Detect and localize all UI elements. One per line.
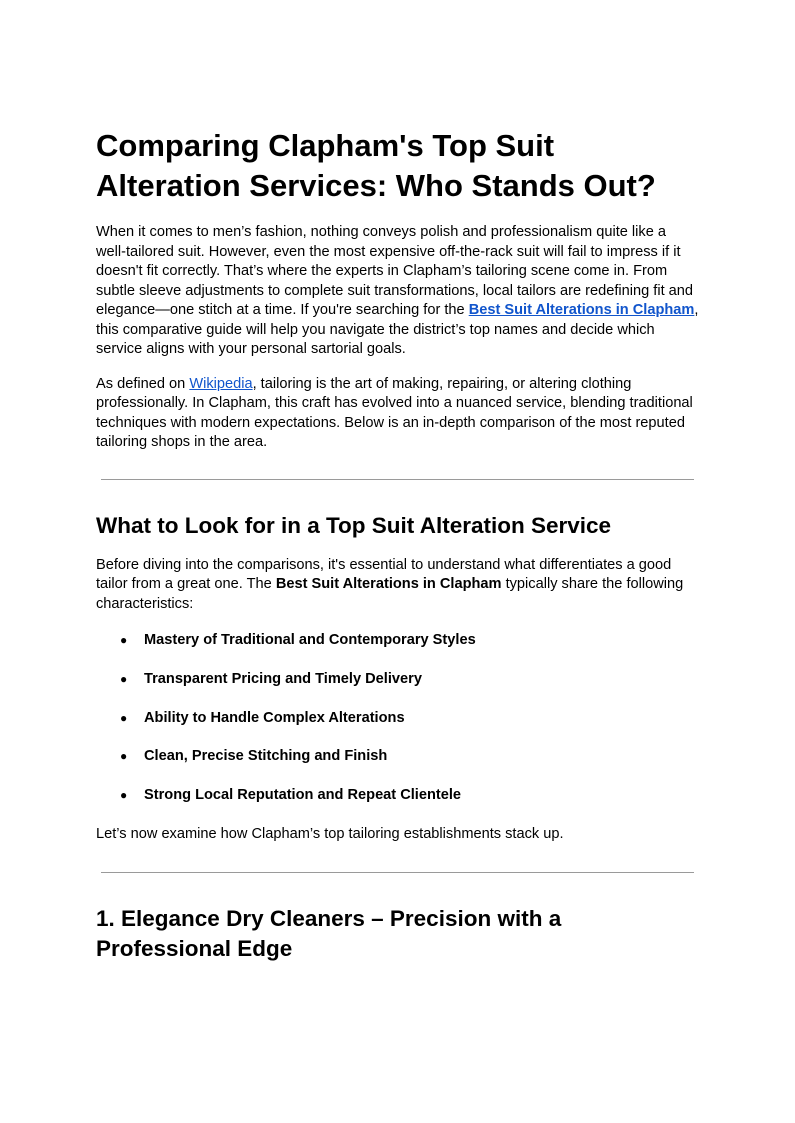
criteria-intro-end: typically share the following characteristics:	[96, 576, 684, 612]
transition-paragraph: Let’s now examine how Clapham’s top tailoring establishments stack up.	[96, 825, 564, 842]
best-suit-alterations-link[interactable]: Best Suit Alterations in Clapham	[468, 302, 695, 318]
list-item-text: Ability to Handle Complex Alterations	[144, 709, 405, 726]
section-heading-criteria: What to Look for in a Top Suit Alteration Service	[96, 512, 612, 538]
list-item-text: Strong Local Reputation and Repeat Clientele	[144, 787, 462, 804]
list-item	[120, 747, 700, 767]
bullet-icon: ●	[120, 788, 128, 803]
intro-text-start: When it comes to men’s fashion, nothing conveys polish and professionalism quite like a well-tailored suit. However, even the most expensive off-the-rack suit will fail to impress if it doesn't fit correctly. That’s where the experts in Clapham’s tailoring scene come in. From subtle sleeve adjustments to complete suit transformations, local tailors are redefining fit and elegance—one stitch at a time. If you're searching for the	[96, 224, 694, 318]
list-item-text: Clean, Precise Stitching and Finish	[144, 748, 388, 765]
criteria-intro-bold: Best Suit Alterations in Clapham	[275, 576, 502, 592]
document-page	[96, 126, 700, 964]
bullet-icon: ●	[120, 749, 128, 764]
list-item-text: Transparent Pricing and Timely Delivery	[144, 670, 422, 687]
list-item	[120, 670, 700, 690]
criteria-list	[96, 631, 700, 806]
horizontal-rule	[101, 872, 694, 873]
list-item	[120, 631, 700, 651]
definition-text-end: , tailoring is the art of making, repairing, or altering clothing professionally. In Clapham, this craft has evolved into a nuanced service, blending traditional techniques with modern expectations. Below is an in-depth comparison of the most reputed tailoring shops in the area.	[96, 375, 693, 450]
intro-paragraph	[96, 223, 700, 360]
criteria-intro-paragraph	[96, 556, 700, 615]
list-item	[120, 786, 700, 806]
list-item-text: Mastery of Traditional and Contemporary Styles	[144, 632, 476, 648]
bullet-icon: ●	[120, 710, 128, 725]
intro-text-end: , this comparative guide will help you navigate the district’s top names and decide which service aligns with your personal sartorial goals.	[96, 302, 699, 357]
wikipedia-link[interactable]: Wikipedia	[189, 375, 253, 392]
section-heading-elegance: 1. Elegance Dry Cleaners – Precision with a Professional Edge	[96, 906, 562, 962]
definition-paragraph	[96, 375, 700, 453]
list-item	[120, 709, 700, 729]
horizontal-rule	[101, 479, 694, 480]
bullet-icon: ●	[120, 671, 128, 686]
definition-text-start: As defined on	[96, 375, 190, 392]
criteria-intro-start: Before diving into the comparisons, it's essential to understand what differentiates a good tailor from a great one. The	[96, 556, 672, 592]
article-title: Comparing Clapham's Top Suit Alteration Services: Who Stands Out?	[96, 128, 656, 203]
bullet-icon: ●	[120, 633, 128, 647]
